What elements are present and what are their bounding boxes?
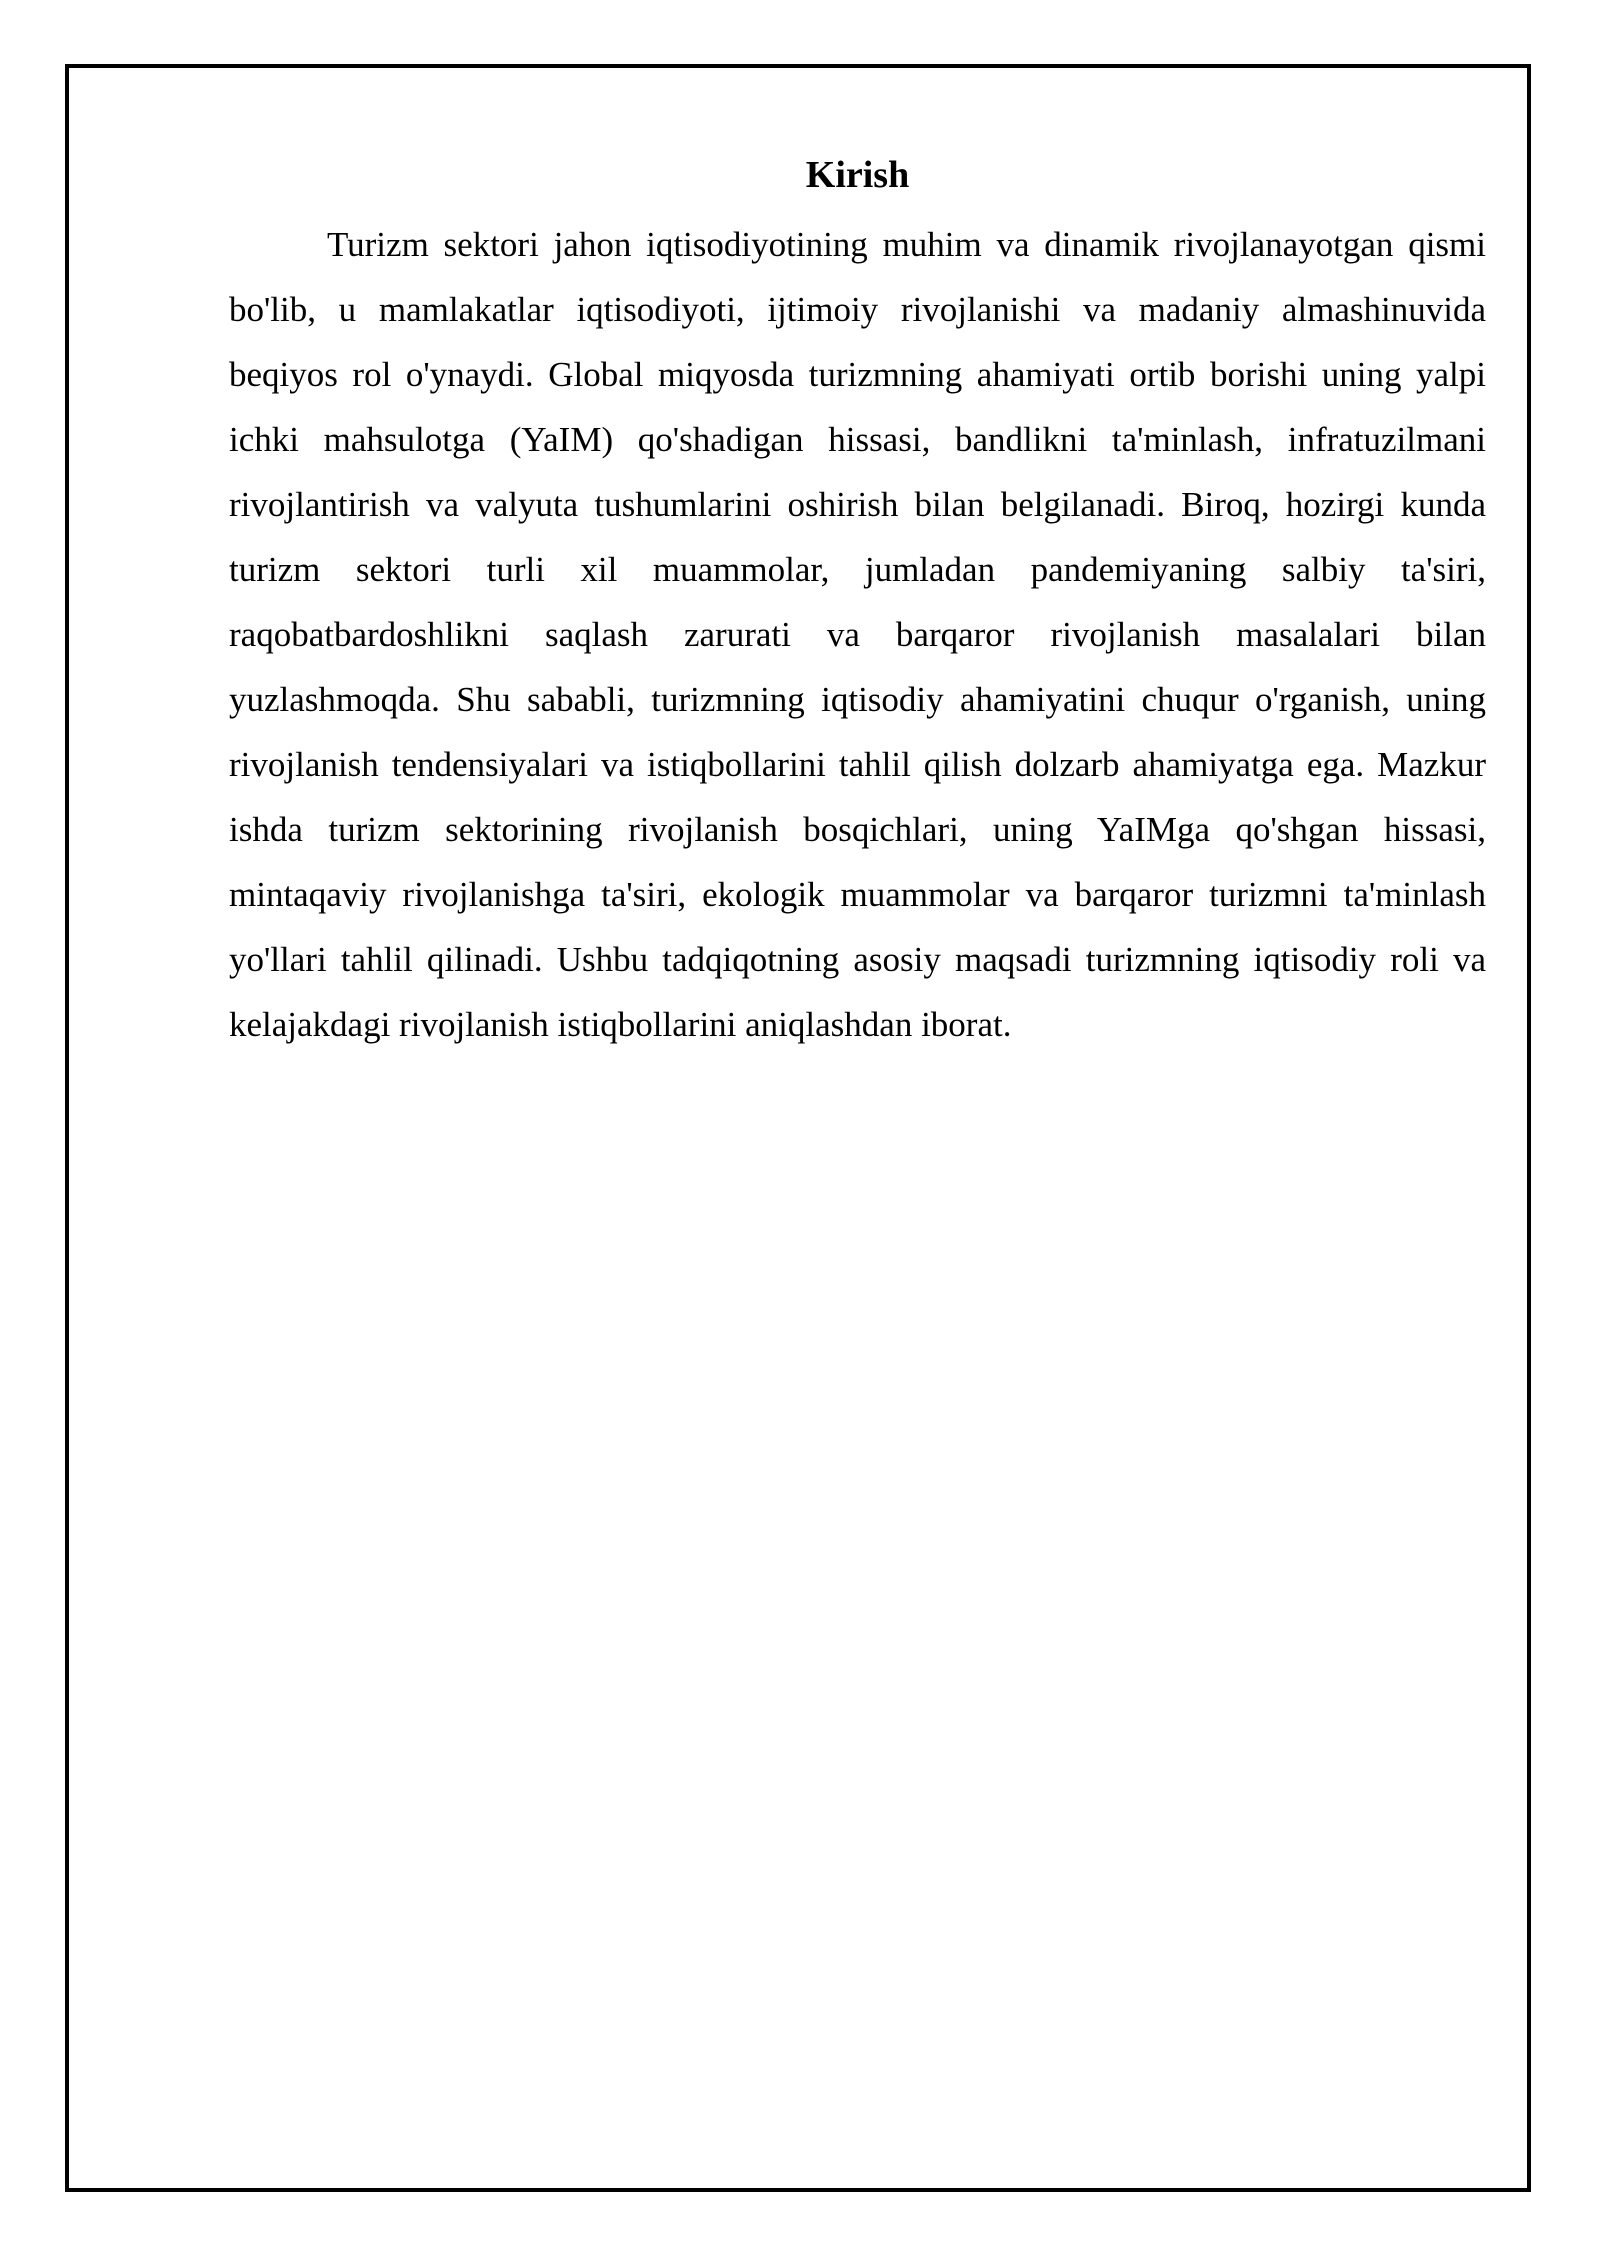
section-heading: Kirish <box>805 154 910 196</box>
intro-paragraph: Turizm sektori jahon iqtisodiyotining muhim va dinamik rivojlanayotgan qismi bo'lib, u mamlakatlar iqtisodiyoti, ijtimoiy rivojlanishi va madaniy almashinuvida beqiyos rol o'ynaydi. Global miqyosda turizmning ahamiyati ortib borishi uning yalpi ichki mahsulotga (YaIM) qo'shadigan hissasi, bandlikni ta'minlash, infratuzilmani rivojlantirish va valyuta tushumlarini oshirish bilan belgilanadi. Biroq, hozirgi kunda turizm sektori turli xil muammolar, jumladan pandemiyaning salbiy ta'siri, raqobatbardoshlikni saqlash zarurati va barqaror rivojlanish masalalari bilan yuzlashmoqda. Shu sababli, turizmning iqtisodiy ahamiyatini chuqur o'rganish, uning rivojlanish tendensiyalari va istiqbollarini tahlil qilish dolzarb ahamiyatga ega. Mazkur ishda turizm sektorining rivojlanish bosqichlari, uning YaIMga qo'shgan hissasi, mintaqaviy rivojlanishga ta'siri, ekologik muammolar va barqaror turizmni ta'minlash yo'llari tahlil qilinadi. Ushbu tadqiqotning asosiy maqsadi turizmning iqtisodiy roli va kelajakdagi rivojlanish istiqbollarini aniqlashdan iborat. <box>229 225 1486 1044</box>
document-body <box>229 148 1486 1057</box>
